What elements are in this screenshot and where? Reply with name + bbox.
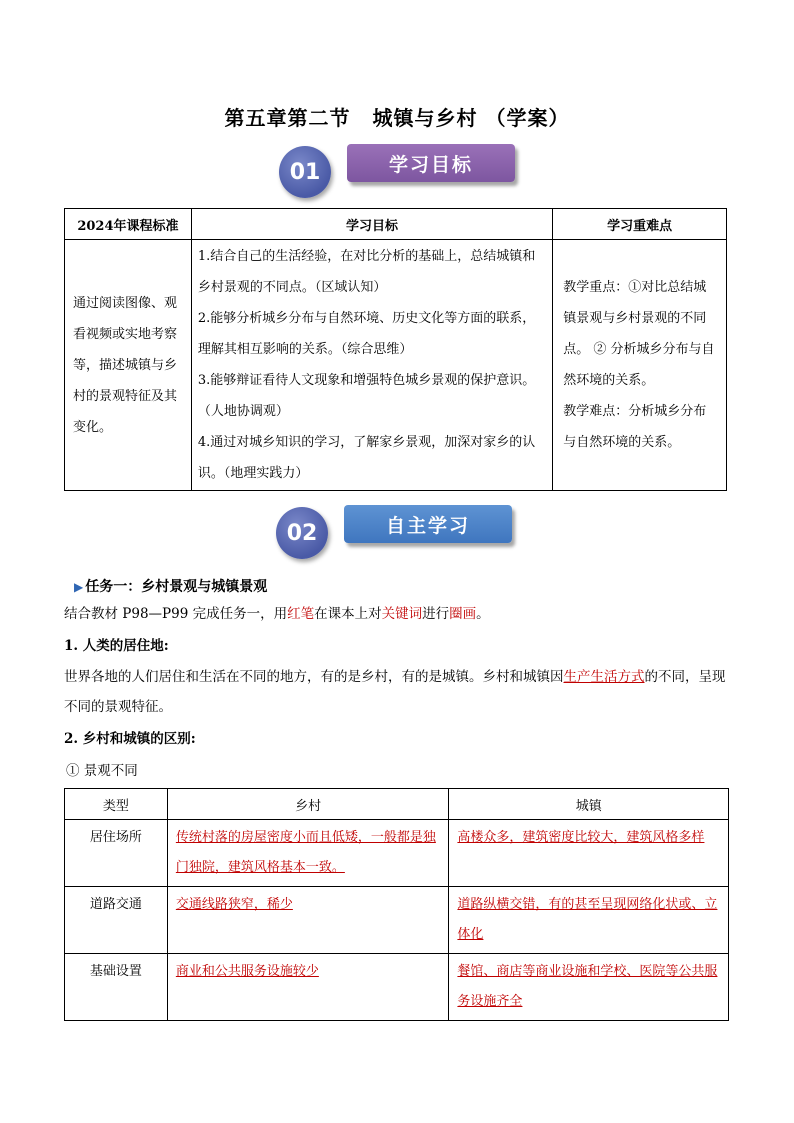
table-row <box>65 954 729 1021</box>
goals-table-header-row <box>65 209 727 240</box>
village-cell: 商业和公共服务设施较少 <box>167 954 449 1021</box>
section-2-title: 2. 乡村和城镇的区别: <box>64 731 196 747</box>
town-cell: 道路纵横交错，有的甚至呈现网络化状或、立体化 <box>449 887 729 954</box>
objectives-cell <box>191 240 552 491</box>
row-type: 居住场所 <box>65 820 168 887</box>
key-points-cell <box>553 240 727 491</box>
curriculum-standard: 通过阅读图像、观看视频或实地考察等，描述城镇与乡村的景观特征及其变化。 <box>65 240 192 491</box>
village-cell: 交通线路狭窄，稀少 <box>167 887 449 954</box>
triangle-marker-icon: ▶ <box>74 580 84 594</box>
page-title <box>0 102 794 131</box>
row-type: 道路交通 <box>65 887 168 954</box>
key-point-item: 教学难点：分析城乡分布与自然环境的关系。 <box>563 404 707 450</box>
title-chapter: 第五章第二节 <box>224 106 351 130</box>
title-topic: 城镇与乡村 （学案） <box>372 106 570 130</box>
comparison-header-row <box>65 789 729 820</box>
objective-item: 4.通过对城乡知识的学习，了解家乡景观，加深对家乡的认识。（地理实践力） <box>197 435 536 481</box>
objective-item: 2.能够分析城乡分布与自然环境、历史文化等方面的联系，理解其相互影响的关系。（综合思维） <box>197 311 536 357</box>
section-1-text: 世界各地的人们居住和生活在不同的地方，有的是乡村，有的是城镇。乡村和城镇因生产生活方式的不同，呈现不同的景观特征。 <box>64 669 726 715</box>
section-label: 自主学习 <box>344 505 512 543</box>
goals-table-row <box>65 240 727 491</box>
header-type: 类型 <box>65 789 168 820</box>
task-instruction: 结合教材 P98—P99 完成任务一，用红笔在课本上对关键词进行圈画。 <box>64 606 490 622</box>
objective-item: 1.结合自己的生活经验，在对比分析的基础上，总结城镇和乡村景观的不同点。（区域认知） <box>197 249 536 295</box>
task-heading: ▶ 任务一：乡村景观与城镇景观 <box>74 579 268 595</box>
section-label: 学习目标 <box>347 144 515 182</box>
header-key-points: 学习重难点 <box>553 209 727 240</box>
table-row <box>65 887 729 954</box>
header-village: 乡村 <box>167 789 449 820</box>
objective-item: 3.能够辩证看待人文现象和增强特色城乡景观的保护意识。（人地协调观） <box>197 373 536 419</box>
village-cell: 传统村落的房屋密度小而且低矮，一般都是独门独院，建筑风格基本一致。 <box>167 820 449 887</box>
town-cell: 高楼众多，建筑密度比较大，建筑风格多样 <box>449 820 729 887</box>
header-objectives: 学习目标 <box>191 209 552 240</box>
section-number-badge: 02 <box>276 507 328 559</box>
comparison-table <box>64 788 729 1021</box>
key-point-item: 教学重点：①对比总结城镇景观与乡村景观的不同点。 ② 分析城乡分布与自然环境的关系。 <box>563 280 715 388</box>
header-standard: 2024年课程标准 <box>65 209 192 240</box>
goals-table <box>64 208 727 491</box>
section-2-subtitle: ① 景观不同 <box>66 763 138 779</box>
header-town: 城镇 <box>449 789 729 820</box>
table-row <box>65 820 729 887</box>
town-cell: 餐馆、商店等商业设施和学校、医院等公共服务设施齐全 <box>449 954 729 1021</box>
row-type: 基础设置 <box>65 954 168 1021</box>
section-1-title: 1. 人类的居住地: <box>64 638 169 654</box>
section-number-badge: 01 <box>279 146 331 198</box>
